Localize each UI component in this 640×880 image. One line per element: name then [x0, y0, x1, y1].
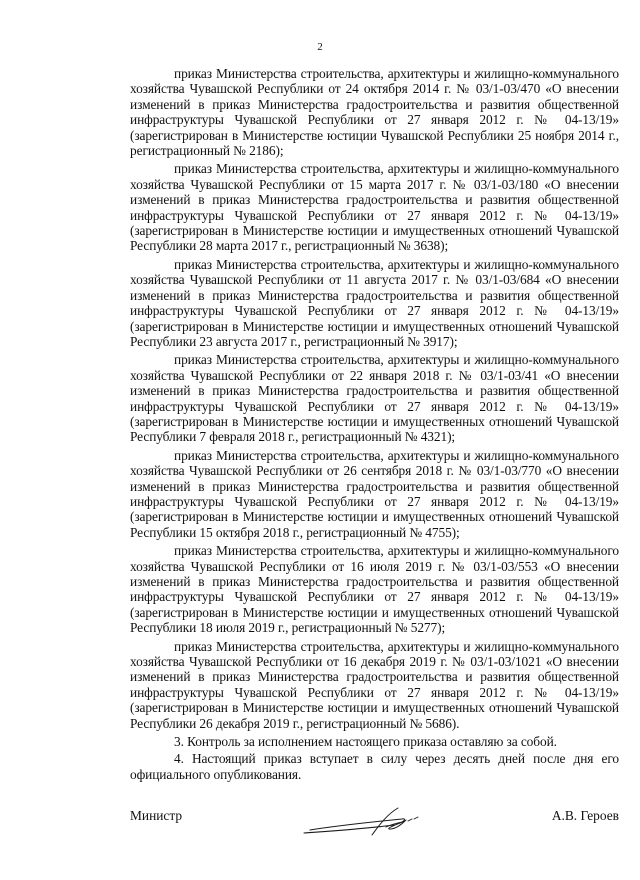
- paragraph-order-2017-march: приказ Министерства строительства, архитектуры и жилищно-коммунального хозяйства Чувашской Республики от 15 марта 2017 г. № 03/1-03/180 «О внесении изменений в приказ Министерства градостроительства и развития общественной инфраструктуры Чувашской Республики от 27 января 2012 г. № 04-13/19» (зарегистрирован в Министерстве юстиции и имущественных отношений Чувашской Республики 28 марта 2017 г., регистрационный № 3638);: [130, 161, 619, 254]
- paragraph-control-clause: 3. Контроль за исполнением настоящего приказа оставляю за собой.: [174, 734, 557, 750]
- paragraph-effective-date-clause: 4. Настоящий приказ вступает в силу через десять дней после дня его официального опубликования.: [130, 751, 619, 782]
- signature-block: [130, 805, 619, 845]
- signer-name: А.В. Героев: [551, 808, 619, 823]
- signer-title: Министр: [130, 808, 183, 823]
- page-number: 2: [317, 41, 323, 53]
- document-body: [130, 66, 619, 785]
- paragraph-order-2014: приказ Министерства строительства, архитектуры и жилищно-коммунального хозяйства Чувашской Республики от 24 октября 2014 г. № 03/1-03/470 «О внесении изменений в приказ Министерства градостроительства и развития общественной инфраструктуры Чувашской Республики от 27 января 2012 г. № 04-13/19» (зарегистрирован в Министерстве юстиции Чувашской Республики 25 ноября 2014 г., регистрационный № 2186);: [130, 66, 619, 159]
- paragraph-order-2019-july: приказ Министерства строительства, архитектуры и жилищно-коммунального хозяйства Чувашской Республики от 16 июля 2019 г. № 03/1-03/553 «О внесении изменений в приказ Министерства градостроительства и развития общественной инфраструктуры Чувашской Республики от 27 января 2012 г. № 04-13/19» (зарегистрирован в Министерстве юстиции и имущественных отношений Чувашской Республики 18 июля 2019 г., регистрационный № 5277);: [130, 543, 619, 636]
- paragraph-order-2018-september: приказ Министерства строительства, архитектуры и жилищно-коммунального хозяйства Чувашской Республики от 26 сентября 2018 г. № 03/1-03/770 «О внесении изменений в приказ Министерства градостроительства и развития общественной инфраструктуры Чувашской Республики от 27 января 2012 г. № 04-13/19» (зарегистрирован в Министерстве юстиции и имущественных отношений Чувашской Республики 15 октября 2018 г., регистрационный № 4755);: [130, 447, 619, 540]
- paragraph-order-2019-december: приказ Министерства строительства, архитектуры и жилищно-коммунального хозяйства Чувашской Республики от 16 декабря 2019 г. № 03/1-03/1021 «О внесении изменений в приказ Министерства градостроительства и развития общественной инфраструктуры Чувашской Республики от 27 января 2012 г. № 04-13/19» (зарегистрирован в Министерстве юстиции и имущественных отношений Чувашской Республики 26 декабря 2019 г., регистрационный № 5686).: [130, 638, 619, 731]
- paragraph-order-2018-january: приказ Министерства строительства, архитектуры и жилищно-коммунального хозяйства Чувашской Республики от 22 января 2018 г. № 03/1-03/41 «О внесении изменений в приказ Министерства градостроительства и развития общественной инфраструктуры Чувашской Республики от 27 января 2012 г. № 04-13/19» (зарегистрирован в Министерстве юстиции и имущественных отношений Чувашской Республики 7 февраля 2018 г., регистрационный № 4321);: [130, 352, 619, 445]
- handwritten-signature-icon: [302, 805, 432, 839]
- paragraph-order-2017-august: приказ Министерства строительства, архитектуры и жилищно-коммунального хозяйства Чувашской Республики от 11 августа 2017 г. № 03/1-03/684 «О внесении изменений в приказ Министерства градостроительства и развития общественной инфраструктуры Чувашской Республики от 27 января 2012 г. № 04-13/19» (зарегистрирован в Министерстве юстиции и имущественных отношений Чувашской Республики 23 августа 2017 г., регистрационный № 3917);: [130, 256, 619, 349]
